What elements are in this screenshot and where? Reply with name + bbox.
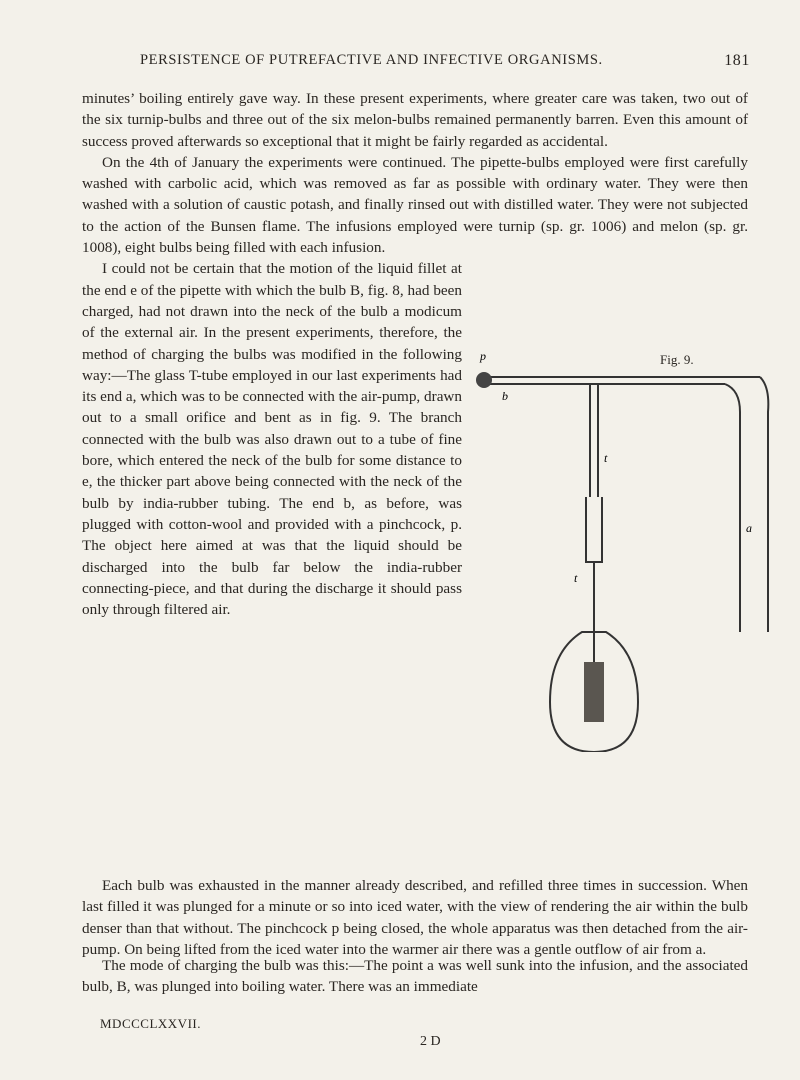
page-number: 181 xyxy=(724,52,750,69)
paragraph-1: minutes’ boiling entirely gave way. In these present experiments, where greater care was taken, two out of the six turnip-bulbs and three out of the six melon-bulbs remained permanently barren. Even this amount of success proved afterwards so exceptional that it might be fairly regarded as accidental. xyxy=(82,90,748,150)
label-a: a xyxy=(746,521,752,535)
figure-9 xyxy=(470,332,770,752)
figure-caption: Fig. 9. xyxy=(660,352,694,367)
label-p: p xyxy=(480,349,486,363)
pinchcock xyxy=(476,372,492,388)
volume-mark: MDCCCLXXVII. xyxy=(100,1016,201,1031)
right-bent-tube xyxy=(725,384,740,632)
body-text-last xyxy=(82,955,748,998)
running-title: PERSISTENCE OF PUTREFACTIVE AND INFECTIVE ORGANISMS. xyxy=(140,52,603,68)
label-t-lower: t xyxy=(574,571,578,585)
paragraph-3: I could not be certain that the motion of the liquid fillet at the end e of the pipette with which the bulb B, fig. 8, had been charged, had not drawn into the neck of the bulb a modicum of the external air. In the present experiments, therefore, the method of charging the bulbs was modified in the following way:—The glass T-tube employed in our last experiments had its end a, which was to be connected with the air-pump, drawn out to a small orifice and bent as in fig. 9. The branch connected with the bulb was also drawn out to a tube of fine bore, which entered the neck of the bulb for some distance to e, the thicker part above being connected with the neck of the bulb by india-rubber tubing. The end b, as before, was plugged with cotton-wool and provided with a pinchcock, p. The object here aimed at was that the liquid should be discharged into the bulb far below the india-rubber connecting-piece, and that during the discharge it should pass only through filtered air. xyxy=(82,260,462,619)
label-b: b xyxy=(502,389,508,403)
signature-mark: 2 D xyxy=(420,1034,441,1049)
right-bent-tube-outer xyxy=(760,377,768,632)
running-head xyxy=(60,52,750,74)
label-t-upper: t xyxy=(604,451,608,465)
paragraph-5: The mode of charging the bulb was this:—The point a was well sunk into the infusion, and the associated bulb, B, was plunged into boiling water. There was an immediate xyxy=(82,957,748,996)
rubber-connector xyxy=(586,497,602,562)
paragraph-4: Each bulb was exhausted in the manner already described, and refilled three times in succession. When last filled it was plunged for a minute or so into iced water, with the view of rendering the air within the bulb denser than that without. The pinchcock p being closed, the whole apparatus was then detached from the air-pump. On being lifted from the iced water into the warmer air there was a gentle outflow of air from a. xyxy=(82,877,748,958)
paragraph-2: On the 4th of January the experiments were continued. The pipette-bulbs employed were first carefully washed with carbolic acid, which was removed as far as possible with ordinary water. They were then washed with a solution of caustic potash, and finally rinsed out with distilled water. They were not subjected to the action of the Bunsen flame. The infusions employed were turnip (sp. gr. 1006) and melon (sp. gr. 1008), eight bulbs being filled with each infusion. xyxy=(82,153,748,257)
body-text-bottom xyxy=(82,875,748,960)
apparatus-diagram xyxy=(470,332,770,752)
bulb-liquid xyxy=(584,662,604,722)
